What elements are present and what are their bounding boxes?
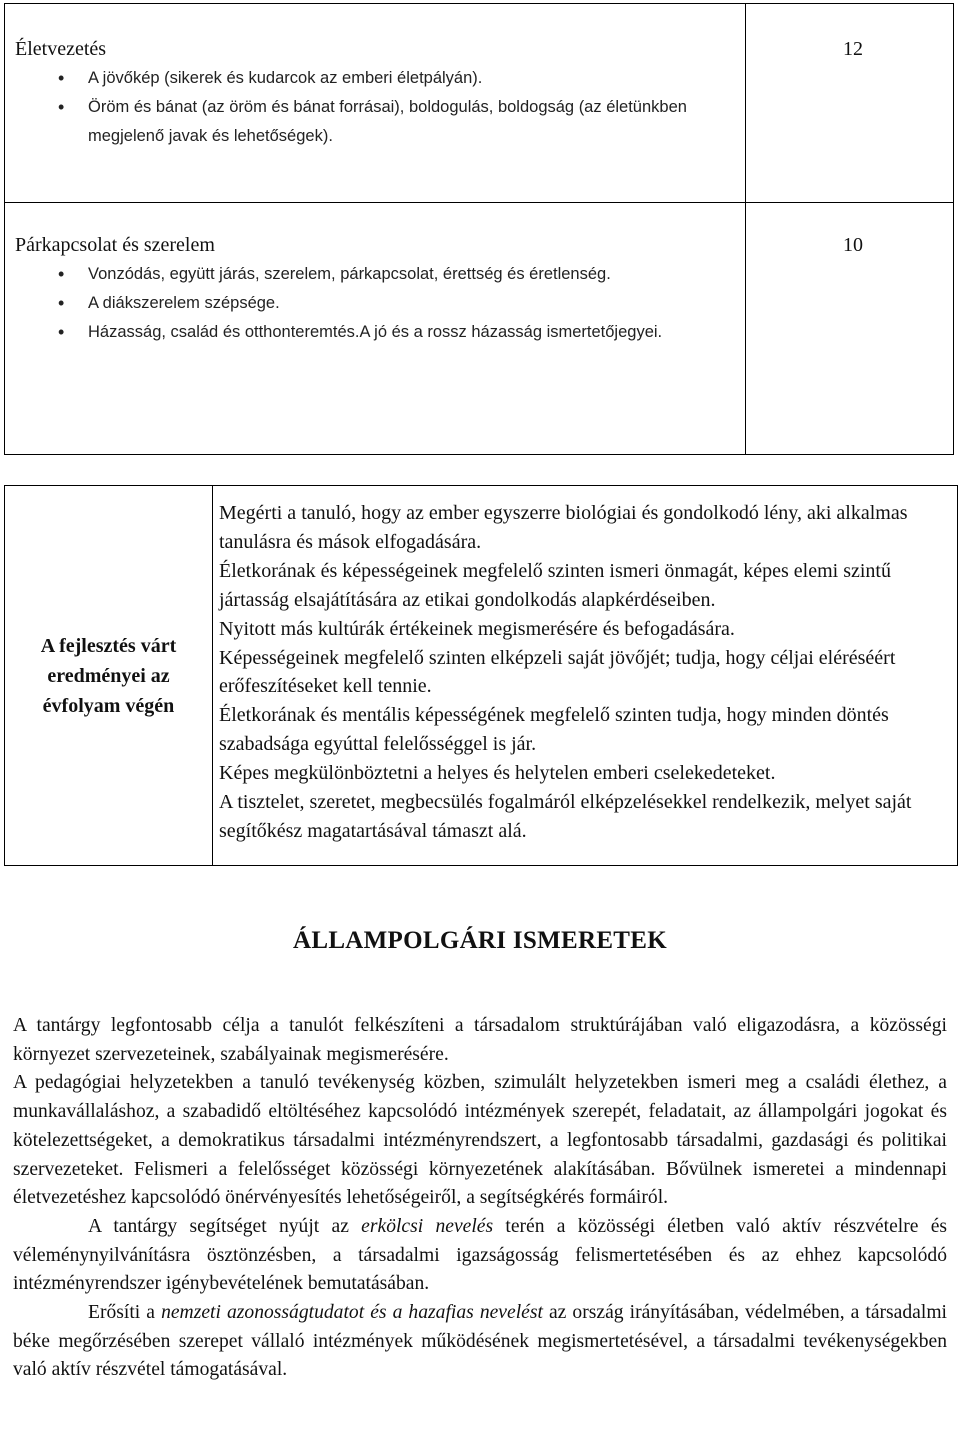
topic-title: Életvezetés — [15, 38, 107, 60]
list-item: • A jövőkép (sikerek és kudarcok az emberi életpályán). — [5, 64, 725, 93]
outcomes-label-line: eredményei az — [47, 664, 170, 687]
list-item: • Házasság, család és otthonteremtés.A jó és a rossz házasság ismertetőjegyei. — [5, 318, 725, 347]
outcome-paragraph: Képességeinek megfelelő szinten elképzeli saját jövőjét; tudja, hogy céljai eléréséért erőfeszítéseket kell tennie. — [219, 646, 896, 698]
emphasis-text: erkölcsi nevelés — [361, 1215, 494, 1237]
topic-bullet-list — [5, 64, 725, 151]
emphasis-text: nemzeti azonosságtudatot és a hazafias nevelést — [161, 1302, 543, 1324]
topic-title: Párkapcsolat és szerelem — [15, 234, 215, 256]
outcome-paragraph: Életkorának és képességeinek megfelelő szinten ismeri önmagát, képes elemi szintű jártasság elsajátítására az etikai gondolkodás alapkérdéseiben. — [219, 559, 891, 611]
list-item: • Vonzódás, együtt járás, szerelem, párkapcsolat, érettség és éretlenség. — [5, 260, 725, 289]
row-divider — [5, 202, 953, 203]
topic-hours: 10 — [843, 234, 863, 256]
list-item: • A diákszerelem szépsége. — [5, 289, 725, 318]
body-text: terén a közösségi életben való aktív részvételre és véleménynyilvánításra ösztönzésben, a társadalmi igazságosság felismertetésében és az ehhez kapcsolódó intézményrendszer igénybevételének bemutatásában. — [13, 1215, 948, 1295]
body-text: az ország irányításában, védelmében, a társadalmi béke megőrzésében szerepet vállaló intézmények működésének megismertetésével, a társadalmi tevékenységekben való aktív részvétel támogatásával. — [13, 1302, 948, 1381]
outcome-paragraph: Képes megkülönböztetni a helyes és helytelen emberi cselekedeteket. — [219, 762, 776, 785]
body-paragraph: A pedagógiai helyzetekben a tanuló tevékenység közben, szimulált helyzetekben ismeri meg a családi élethez, a munkavállaláshoz, a szabadidő eltöltéséhez kapcsolódó intézmények szerepét, feladatait, az állampolgári jogokat és kötelezettségeket, a demokratikus társadalmi intézményrendszert, a legfontosabb társadalmi, gazdasági és politikai szervezeteket. Felismeri a felelősséget közösségi környezetének alakításában. Bővülnek ismeretei a mindennapi életvezetéshez kapcsolódó önérvényesítés lehetőségeiről, a segítségkérés formáiról. — [13, 1072, 947, 1209]
topic-bullet-list — [5, 260, 725, 347]
outcomes-table — [4, 485, 958, 866]
body-paragraph: A tantárgy legfontosabb célja a tanulót felkészíteni a társadalom struktúrájában való eligazodásra, a közösségi környezet szervezeteinek, szabályainak megismerésére. — [13, 1015, 947, 1065]
body-text: Erősíti a — [88, 1302, 162, 1324]
list-item: • Öröm és bánat (az öröm és bánat forrásai), boldogulás, boldogság (az életünkben megjelenő javak és lehetőségek). — [5, 93, 725, 151]
column-divider — [745, 4, 746, 454]
body-paragraph — [13, 1299, 947, 1385]
outcome-paragraph: Megérti a tanuló, hogy az ember egyszerre biológiai és gondolkodó lény, aki alkalmas tanulásra és mások elfogadására. — [219, 502, 908, 553]
section-body — [13, 1012, 947, 1385]
topic-hours: 12 — [843, 38, 863, 60]
section-heading: ÁLLAMPOLGÁRI ISMERETEK — [292, 927, 667, 954]
outcomes-text — [219, 499, 955, 846]
outcome-paragraph: Életkorának és mentális képességének megfelelő szinten tudja, hogy minden döntés szabadsága egyúttal felelősséggel is jár. — [219, 704, 889, 756]
outcome-paragraph: A tisztelet, szeretet, megbecsülés fogalmáról elképzelésekkel rendelkezik, melyet saját segítőkész magatartásával támaszt alá. — [219, 791, 912, 842]
outcomes-label-line: A fejlesztés várt — [40, 634, 177, 657]
body-paragraph — [13, 1213, 947, 1299]
outcomes-label — [5, 486, 212, 865]
column-divider — [212, 486, 213, 865]
topics-table — [4, 3, 954, 455]
body-text: A tantárgy segítséget nyújt az — [88, 1215, 362, 1237]
outcomes-label-line: évfolyam végén — [42, 694, 175, 717]
outcome-paragraph: Nyitott más kultúrák értékeinek megismerésére és befogadására. — [219, 617, 735, 640]
